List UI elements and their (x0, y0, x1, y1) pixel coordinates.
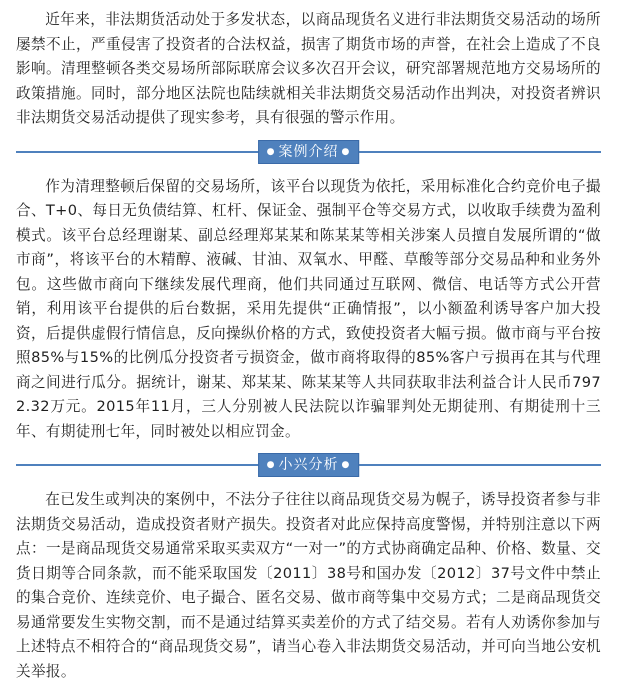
analysis-section-badge (258, 453, 360, 477)
analysis-section-header (16, 453, 601, 477)
bullet-dot-icon: ● (266, 460, 276, 470)
case-paragraph: 作为清理整顿后保留的交易场所，该平台以现货为依托，采用标准化合约竞价电子撮合、T+0、每日无负债结算、杠杆、保证金、强制平仓等交易方式，以收取手续费为盈利模式。该平台总经理谢某、副总经理郑某某和陈某某等相关涉案人员擅自发展所谓的“做市商”，将该平台的木精醇、液碱、甘油、双氧水、甲醛、草酸等部分交易品种和业务外包。这些做市商向下继续发展代理商，他们共同通过互联网、微信、电话等方式公开营销，利用该平台提供的后台数据，采用先提供“正确情报”，以小额盈利诱导客户加大投资，后提供虚假行情信息，反向操纵价格的方式，致使投资者大幅亏损。做市商与平台按照85%与15%的比例瓜分投资者亏损资金，做市商将取得的85%客户亏损再在其与代理商之间进行瓜分。据统计，谢某、郑某某、陈某某等人共同获取非法利益合计人民币7972.32万元。2015年11月，三人分别被人民法院以诈骗罪判处无期徒刑、有期徒刑十三年、有期徒刑七年，同时被处以相应罚金。 (16, 177, 601, 440)
bullet-dot-icon: ● (341, 146, 351, 157)
bullet-dot-icon: ● (266, 146, 276, 157)
article (16, 8, 601, 684)
case-section-header (16, 140, 601, 164)
intro-paragraph: 近年来，非法期货活动处于多发状态，以商品现货名义进行非法期货交易活动的场所屡禁不止，严重侵害了投资者的合法权益，损害了期货市场的声誉，在社会上造成了不良影响。清理整顿各类交易场所部际联席会议多次召开会议，研究部署规范地方交易场所的政策措施。同时，部分地区法院也陆续就相关非法期货交易活动作出判决，对投资者辨识非法期货交易活动提供了现实参考，具有很强的警示作用。 (16, 11, 601, 126)
case-section-badge (258, 140, 360, 164)
bullet-dot-icon: ● (341, 460, 351, 470)
analysis-section-title: 小兴分析 (278, 457, 339, 473)
case-section-title: 案例介绍 (278, 143, 339, 160)
analysis-paragraph: 在已发生或判决的案例中，不法分子往往以商品现货交易为幌子，诱导投资者参与非法期货交易活动，造成投资者财产损失。投资者对此应保持高度警惕，并特别注意以下两点：一是商品现货交易通常采取买卖双方“一对一”的方式协商确定品种、价格、数量、交货日期等合同条款，而不能采取国发〔2011〕38号和国办发〔2012〕37号文件中禁止的集合竞价、连续竞价、电子撮合、匿名交易、做市商等集中交易方式；二是商品现货交易通常要发生实物交割，而不是通过结算买卖差价的方式了结交易。若有人劝诱你参加与上述特点不相符合的“商品现货交易”，请当心卷入非法期货交易活动，并可向当地公安机关举报。 (16, 491, 601, 680)
